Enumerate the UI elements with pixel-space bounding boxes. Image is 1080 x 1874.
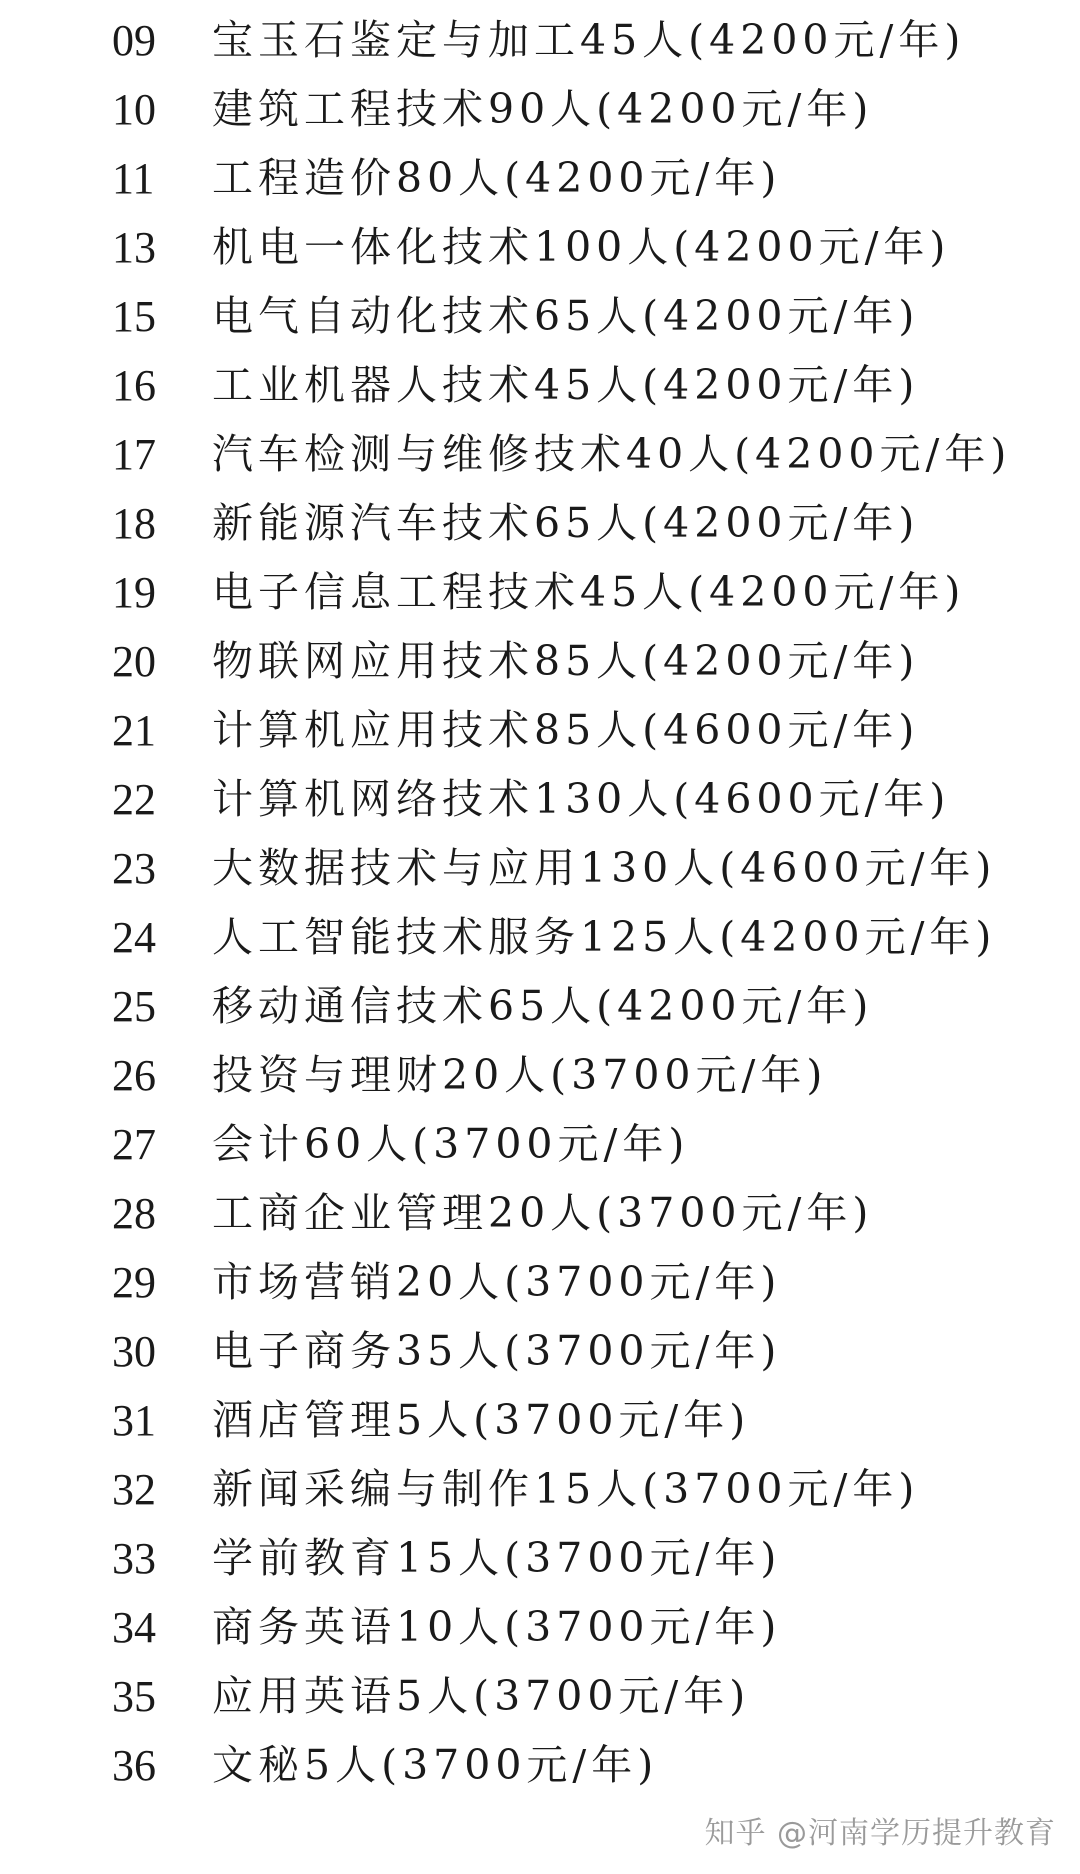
list-item bbox=[112, 282, 1052, 351]
major-text: 商务英语10人(3700元/年) bbox=[212, 1603, 782, 1651]
major-code: 35 bbox=[112, 1672, 156, 1721]
list-item bbox=[112, 765, 1052, 834]
list-item bbox=[112, 558, 1052, 627]
major-text: 电气自动化技术65人(4200元/年) bbox=[212, 292, 920, 340]
major-code: 36 bbox=[112, 1741, 156, 1790]
list-item bbox=[112, 489, 1052, 558]
major-code: 29 bbox=[112, 1258, 156, 1307]
list-item bbox=[112, 213, 1052, 282]
major-text: 物联网应用技术85人(4200元/年) bbox=[212, 637, 920, 685]
major-text: 人工智能技术服务125人(4200元/年) bbox=[212, 913, 997, 961]
list-item bbox=[112, 696, 1052, 765]
list-item bbox=[112, 972, 1052, 1041]
major-code: 26 bbox=[112, 1051, 156, 1100]
major-code: 20 bbox=[112, 637, 156, 686]
major-text: 文秘5人(3700元/年) bbox=[212, 1741, 659, 1789]
major-text: 学前教育15人(3700元/年) bbox=[212, 1534, 782, 1582]
major-text: 工业机器人技术45人(4200元/年) bbox=[212, 361, 920, 409]
list-item bbox=[112, 144, 1052, 213]
major-text: 建筑工程技术90人(4200元/年) bbox=[212, 85, 874, 133]
major-code: 23 bbox=[112, 844, 156, 893]
major-code: 32 bbox=[112, 1465, 156, 1514]
list-item bbox=[112, 834, 1052, 903]
list-item bbox=[112, 1110, 1052, 1179]
major-code: 19 bbox=[112, 568, 156, 617]
list-item bbox=[112, 420, 1052, 489]
major-text: 工程造价80人(4200元/年) bbox=[212, 154, 782, 202]
major-code: 09 bbox=[112, 16, 156, 65]
list-item bbox=[112, 1248, 1052, 1317]
major-text: 电子信息工程技术45人(4200元/年) bbox=[212, 568, 966, 616]
major-code: 11 bbox=[112, 154, 155, 203]
major-text: 移动通信技术65人(4200元/年) bbox=[212, 982, 874, 1030]
major-code: 30 bbox=[112, 1327, 156, 1376]
list-item bbox=[112, 1041, 1052, 1110]
major-text: 市场营销20人(3700元/年) bbox=[212, 1258, 782, 1306]
list-item bbox=[112, 1317, 1052, 1386]
major-code: 22 bbox=[112, 775, 156, 824]
major-text: 电子商务35人(3700元/年) bbox=[212, 1327, 782, 1375]
major-list bbox=[112, 6, 1052, 1800]
major-text: 会计60人(3700元/年) bbox=[212, 1120, 690, 1168]
list-item bbox=[112, 351, 1052, 420]
major-code: 24 bbox=[112, 913, 156, 962]
major-text: 汽车检测与维修技术40人(4200元/年) bbox=[212, 430, 1012, 478]
major-code: 31 bbox=[112, 1396, 156, 1445]
major-text: 计算机网络技术130人(4600元/年) bbox=[212, 775, 951, 823]
major-code: 16 bbox=[112, 361, 156, 410]
list-item bbox=[112, 75, 1052, 144]
list-item bbox=[112, 903, 1052, 972]
list-item bbox=[112, 1179, 1052, 1248]
list-item bbox=[112, 6, 1052, 75]
major-code: 10 bbox=[112, 85, 156, 134]
major-text: 大数据技术与应用130人(4600元/年) bbox=[212, 844, 997, 892]
major-text: 工商企业管理20人(3700元/年) bbox=[212, 1189, 874, 1237]
major-code: 27 bbox=[112, 1120, 156, 1169]
major-code: 17 bbox=[112, 430, 156, 479]
major-code: 34 bbox=[112, 1603, 156, 1652]
major-code: 15 bbox=[112, 292, 156, 341]
list-item bbox=[112, 1662, 1052, 1731]
major-code: 13 bbox=[112, 223, 156, 272]
major-code: 33 bbox=[112, 1534, 156, 1583]
major-text: 应用英语5人(3700元/年) bbox=[212, 1672, 751, 1720]
major-text: 计算机应用技术85人(4600元/年) bbox=[212, 706, 920, 754]
major-text: 宝玉石鉴定与加工45人(4200元/年) bbox=[212, 16, 966, 64]
major-code: 21 bbox=[112, 706, 156, 755]
list-item bbox=[112, 1386, 1052, 1455]
major-text: 新能源汽车技术65人(4200元/年) bbox=[212, 499, 920, 547]
major-code: 18 bbox=[112, 499, 156, 548]
list-item bbox=[112, 1455, 1052, 1524]
major-text: 酒店管理5人(3700元/年) bbox=[212, 1396, 751, 1444]
major-text: 新闻采编与制作15人(3700元/年) bbox=[212, 1465, 920, 1513]
watermark: 知乎 @河南学历提升教育 bbox=[704, 1816, 1056, 1851]
major-code: 28 bbox=[112, 1189, 156, 1238]
major-text: 机电一体化技术100人(4200元/年) bbox=[212, 223, 951, 271]
major-code: 25 bbox=[112, 982, 156, 1031]
major-text: 投资与理财20人(3700元/年) bbox=[212, 1051, 828, 1099]
list-item bbox=[112, 1593, 1052, 1662]
list-item bbox=[112, 1524, 1052, 1593]
list-item bbox=[112, 1731, 1052, 1800]
list-item bbox=[112, 627, 1052, 696]
